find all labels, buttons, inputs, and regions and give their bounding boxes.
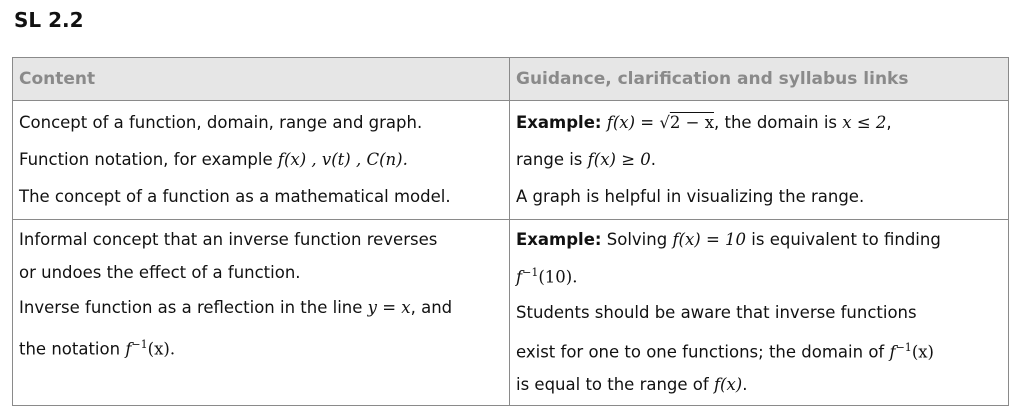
math-span: y = x [367, 298, 411, 317]
guidance-cell [510, 220, 1009, 406]
math-span: f [889, 342, 896, 361]
guidance-line [516, 331, 1002, 369]
guidance-column-header: Guidance, clarification and syllabus links [510, 58, 1009, 101]
text-span: is equal to the range of [516, 375, 714, 394]
math-span: f [516, 267, 523, 287]
math-span: f(x) = 10 [672, 230, 747, 249]
superscript: −1 [131, 338, 148, 351]
guidance-line [516, 104, 1002, 141]
example-label: Example: [516, 113, 602, 132]
table-row [13, 220, 1009, 406]
text-span: , the domain is [714, 113, 843, 132]
table-header-row [13, 58, 1009, 101]
math-span: (x). [147, 339, 176, 359]
text-span: Inverse function as a reflection in the line [19, 298, 368, 317]
text-span: the notation [19, 339, 126, 359]
math-span: f [125, 339, 132, 359]
math-span: f(x) ≥ 0 [587, 150, 651, 169]
guidance-cell [510, 101, 1009, 220]
superscript: −1 [895, 340, 912, 354]
content-line: Informal concept that an inverse function reverses [19, 230, 438, 249]
math-span: x ≤ 2 [842, 113, 887, 132]
guidance-line: Students should be aware that inverse functions [516, 302, 917, 322]
content-line: The concept of a function as a mathematical model. [19, 187, 451, 206]
content-column-header: Content [13, 58, 510, 101]
superscript: −1 [522, 266, 539, 279]
text-span: , and [410, 298, 453, 317]
math-span: f(x) , v(t) , C(n). [277, 150, 408, 169]
content-line: or undoes the effect of a function. [19, 263, 301, 282]
sqrt-symbol: √ [659, 113, 670, 132]
section-title: SL 2.2 [14, 8, 84, 32]
guidance-line: A graph is helpful in visualizing the range. [516, 187, 865, 206]
content-cell [13, 101, 510, 220]
text-span: is equivalent to finding [746, 230, 941, 249]
text-span: . [742, 375, 748, 394]
guidance-line [516, 256, 1002, 294]
math-span: (10). [538, 267, 578, 287]
text-span: , [886, 113, 892, 132]
math-span: f(x) [713, 375, 743, 394]
syllabus-table [12, 57, 1009, 406]
guidance-line [516, 141, 1002, 178]
text-span: Solving [601, 230, 673, 249]
content-cell [13, 220, 510, 406]
guidance-line [516, 368, 1002, 401]
content-line [19, 326, 503, 368]
text-span: range is [516, 150, 588, 169]
table-row [13, 101, 1009, 220]
guidance-line [516, 223, 1002, 256]
text-span: . [650, 150, 657, 169]
text-span: Function notation, for example [19, 150, 278, 169]
text-span: exist for one to one functions; the domain of [516, 342, 890, 361]
content-line [19, 141, 503, 178]
example-label: Example: [516, 230, 602, 249]
content-line: Concept of a function, domain, range and graph. [19, 113, 423, 132]
content-line [19, 289, 503, 326]
sqrt-argument: 2 − x [669, 113, 714, 132]
math-span: f(x) = [601, 113, 660, 132]
math-span: (x) [911, 342, 934, 361]
